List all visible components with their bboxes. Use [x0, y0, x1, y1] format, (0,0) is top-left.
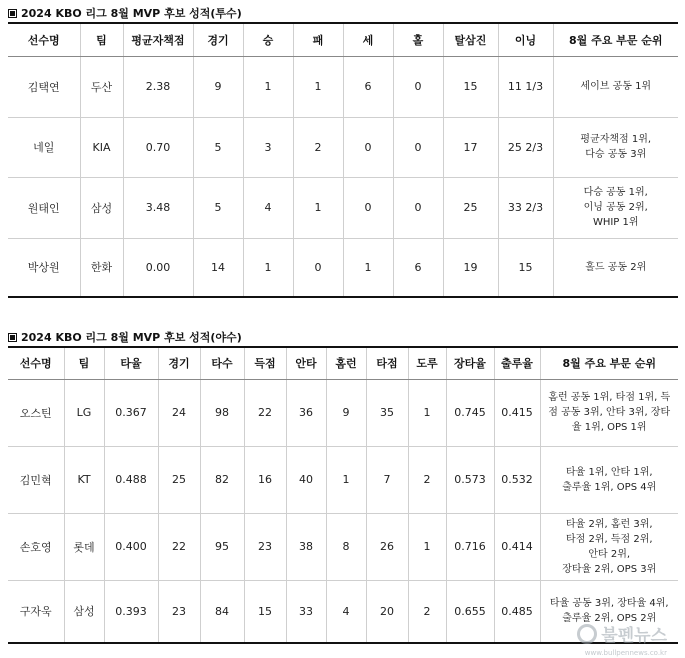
- rank-cell: [553, 238, 678, 297]
- table-cell: 0.367: [104, 379, 158, 446]
- table-row: [8, 379, 678, 446]
- table-cell: 20: [366, 580, 408, 643]
- table-cell: 0.400: [104, 513, 158, 580]
- table-cell: 6: [393, 238, 443, 297]
- table-cell: 4: [326, 580, 366, 643]
- table-cell: 삼성: [80, 177, 123, 238]
- table-cell: 0.488: [104, 446, 158, 513]
- column-header: 선수명: [8, 347, 64, 379]
- table-cell: 9: [193, 56, 243, 117]
- column-header: 탈삼진: [443, 23, 498, 56]
- column-header: 안타: [286, 347, 326, 379]
- table-cell: 3: [243, 117, 293, 177]
- column-header: 타점: [366, 347, 408, 379]
- rank-line: 다승 공동 3위: [585, 149, 647, 160]
- table-cell: 11 1/3: [498, 56, 553, 117]
- column-header: 도루: [408, 347, 446, 379]
- column-header: 세: [343, 23, 393, 56]
- table-cell: 오스틴: [8, 379, 64, 446]
- table-row: [8, 56, 678, 117]
- rank-line: 세이브 공동 1위: [580, 81, 652, 92]
- table-cell: 1: [243, 238, 293, 297]
- table-cell: 2.38: [123, 56, 193, 117]
- table-cell: 0.485: [494, 580, 540, 643]
- square-bullet-icon: [8, 9, 17, 18]
- table-cell: 0.532: [494, 446, 540, 513]
- column-header: 타율: [104, 347, 158, 379]
- column-header: 8월 주요 부문 순위: [553, 23, 678, 56]
- rank-cell: [540, 446, 678, 513]
- rank-line: 타율 2위, 홈런 3위,: [565, 518, 653, 530]
- table-cell: 0: [343, 117, 393, 177]
- rank-cell: [553, 56, 678, 117]
- rank-line: 점 공동 3위, 안타 3위, 장타: [548, 407, 671, 418]
- table-cell: 22: [158, 513, 200, 580]
- table-cell: 35: [366, 379, 408, 446]
- column-header: 홀: [393, 23, 443, 56]
- pitcher-title-text: 2024 KBO 리그 8월 MVP 후보 성적(투수): [21, 7, 242, 20]
- table-cell: 0: [343, 177, 393, 238]
- batter-title-text: 2024 KBO 리그 8월 MVP 후보 성적(야수): [21, 331, 242, 344]
- table-cell: 0.415: [494, 379, 540, 446]
- column-header: 이닝: [498, 23, 553, 56]
- table-cell: 24: [158, 379, 200, 446]
- table-cell: 33 2/3: [498, 177, 553, 238]
- table-cell: 33: [286, 580, 326, 643]
- column-header: 홈런: [326, 347, 366, 379]
- table-cell: 1: [408, 379, 446, 446]
- table-cell: 0: [393, 177, 443, 238]
- rank-cell: [553, 117, 678, 177]
- table-cell: 15: [498, 238, 553, 297]
- table-cell: 23: [244, 513, 286, 580]
- rank-line: 홈런 공동 1위, 타점 1위, 득: [548, 392, 671, 403]
- table-cell: 40: [286, 446, 326, 513]
- table-cell: 0: [393, 56, 443, 117]
- table-cell: 1: [243, 56, 293, 117]
- table-cell: 19: [443, 238, 498, 297]
- batter-stats-table: [8, 346, 678, 644]
- table-cell: 롯데: [64, 513, 104, 580]
- table-cell: 25 2/3: [498, 117, 553, 177]
- column-header: 팀: [80, 23, 123, 56]
- column-header: 평균자책점: [123, 23, 193, 56]
- table-cell: 김민혁: [8, 446, 64, 513]
- column-header: 경기: [158, 347, 200, 379]
- column-header: 선수명: [8, 23, 80, 56]
- table-row: [8, 513, 678, 580]
- table-cell: KT: [64, 446, 104, 513]
- table-cell: 84: [200, 580, 244, 643]
- column-header: 득점: [244, 347, 286, 379]
- table-cell: 26: [366, 513, 408, 580]
- table-cell: 0.00: [123, 238, 193, 297]
- table-cell: 3.48: [123, 177, 193, 238]
- table-cell: LG: [64, 379, 104, 446]
- table-cell: 17: [443, 117, 498, 177]
- column-header: 팀: [64, 347, 104, 379]
- rank-cell: [540, 513, 678, 580]
- table-row: [8, 117, 678, 177]
- table-cell: 구자욱: [8, 580, 64, 643]
- table-cell: 0: [393, 117, 443, 177]
- table-row: [8, 446, 678, 513]
- table-cell: 두산: [80, 56, 123, 117]
- rank-line: 안타 2위,: [588, 548, 631, 560]
- rank-line: 평균자책점 1위,: [580, 134, 652, 145]
- column-header: 승: [243, 23, 293, 56]
- table-cell: 0.393: [104, 580, 158, 643]
- table-cell: 15: [244, 580, 286, 643]
- table-cell: 1: [293, 56, 343, 117]
- table-cell: 5: [193, 117, 243, 177]
- table-cell: 25: [443, 177, 498, 238]
- table-cell: 손호영: [8, 513, 64, 580]
- table-cell: 14: [193, 238, 243, 297]
- rank-cell: [540, 379, 678, 446]
- table-cell: 네일: [8, 117, 80, 177]
- table-cell: 1: [293, 177, 343, 238]
- batter-section-title: [8, 329, 242, 345]
- table-cell: 98: [200, 379, 244, 446]
- rank-line: WHIP 1위: [592, 217, 639, 228]
- table-cell: 0.745: [446, 379, 494, 446]
- table-cell: 0.414: [494, 513, 540, 580]
- table-cell: 82: [200, 446, 244, 513]
- rank-line: 타율 1위, 안타 1위,: [565, 466, 653, 478]
- rank-line: 율 1위, OPS 1위: [571, 422, 647, 433]
- table-cell: 22: [244, 379, 286, 446]
- table-cell: 4: [243, 177, 293, 238]
- watermark-circle-icon: [577, 624, 597, 644]
- table-cell: 2: [408, 580, 446, 643]
- table-cell: 0.573: [446, 446, 494, 513]
- rank-line: 타율 공동 3위, 장타율 4위,: [549, 598, 669, 610]
- table-cell: 0.655: [446, 580, 494, 643]
- rank-line: 이닝 공동 2위,: [583, 202, 648, 213]
- table-cell: 2: [408, 446, 446, 513]
- table-row: [8, 238, 678, 297]
- rank-line: 다승 공동 1위,: [583, 187, 648, 198]
- table-cell: 5: [193, 177, 243, 238]
- pitcher-stats-table: [8, 22, 678, 298]
- watermark-logo: [577, 621, 667, 646]
- table-cell: 16: [244, 446, 286, 513]
- watermark-url: www.bullpennews.co.kr: [584, 649, 667, 657]
- watermark-text: 불펜뉴스: [601, 626, 667, 646]
- table-cell: 삼성: [64, 580, 104, 643]
- column-header: 8월 주요 부문 순위: [540, 347, 678, 379]
- rank-line: 출루율 1위, OPS 4위: [562, 481, 657, 493]
- table-cell: KIA: [80, 117, 123, 177]
- table-cell: 0.716: [446, 513, 494, 580]
- column-header: 출루율: [494, 347, 540, 379]
- table-cell: 38: [286, 513, 326, 580]
- table-cell: 9: [326, 379, 366, 446]
- rank-line: 출루율 2위, OPS 2위: [562, 613, 657, 625]
- table-cell: 1: [326, 446, 366, 513]
- table-cell: 15: [443, 56, 498, 117]
- column-header: 장타율: [446, 347, 494, 379]
- column-header: 패: [293, 23, 343, 56]
- table-cell: 25: [158, 446, 200, 513]
- table-cell: 한화: [80, 238, 123, 297]
- table-cell: 36: [286, 379, 326, 446]
- table-cell: 7: [366, 446, 408, 513]
- pitcher-section-title: [8, 5, 242, 21]
- table-cell: 원태인: [8, 177, 80, 238]
- table-cell: 1: [408, 513, 446, 580]
- rank-line: 홀드 공동 2위: [585, 261, 647, 273]
- table-cell: 0.70: [123, 117, 193, 177]
- column-header: 타수: [200, 347, 244, 379]
- table-row: [8, 177, 678, 238]
- table-cell: 1: [343, 238, 393, 297]
- rank-line: 타점 2위, 득점 2위,: [565, 533, 653, 545]
- table-cell: 0: [293, 238, 343, 297]
- rank-cell: [553, 177, 678, 238]
- column-header: 경기: [193, 23, 243, 56]
- table-cell: 6: [343, 56, 393, 117]
- table-cell: 김택연: [8, 56, 80, 117]
- rank-line: 장타율 2위, OPS 3위: [562, 563, 657, 575]
- table-cell: 23: [158, 580, 200, 643]
- table-cell: 박상원: [8, 238, 80, 297]
- table-cell: 2: [293, 117, 343, 177]
- square-bullet-icon: [8, 333, 17, 342]
- table-cell: 95: [200, 513, 244, 580]
- table-cell: 8: [326, 513, 366, 580]
